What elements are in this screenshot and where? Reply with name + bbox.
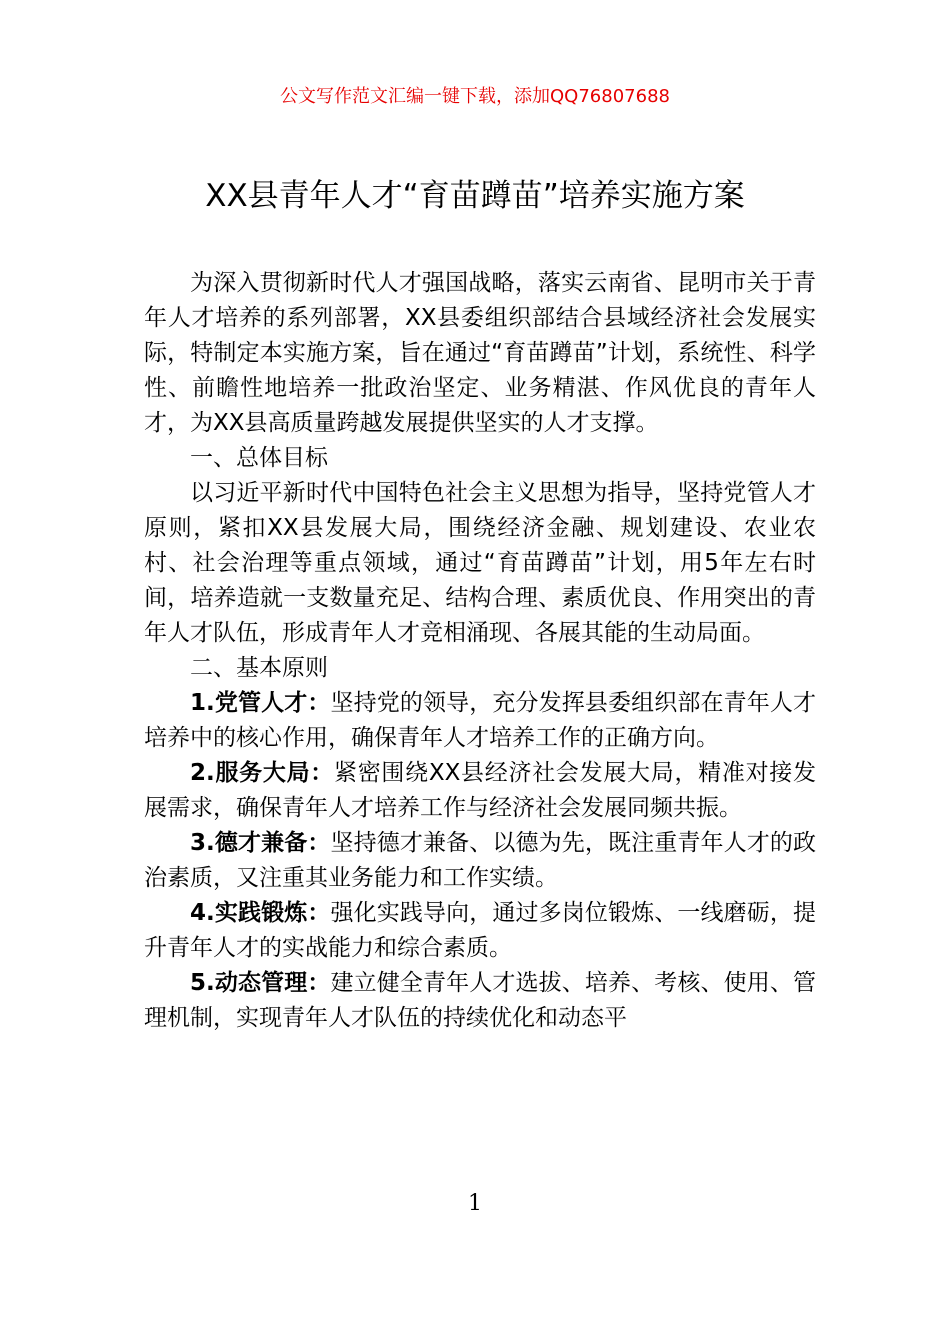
principle-item	[144, 966, 816, 1036]
principle-item	[144, 896, 816, 966]
goals-paragraph: 以习近平新时代中国特色社会主义思想为指导，坚持党管人才原则，紧扣XX县发展大局，围绕经济金融、规划建设、农业农村、社会治理等重点领域，通过“育苗蹲苗”计划，用5年左右时间，培养造就一支数量充足、结构合理、素质优良、作用突出的青年人才队伍，形成青年人才竞相涌现、各展其能的生动局面。	[144, 480, 816, 646]
principle-text: 坚持德才兼备、以德为先，既注重青年人才的政治素质，又注重其业务能力和工作实绩。	[144, 830, 816, 891]
principle-text: 建立健全青年人才选拔、培养、考核、使用、管理机制，实现青年人才队伍的持续优化和动态平	[144, 970, 816, 1031]
principle-text: 坚持党的领导，充分发挥县委组织部在青年人才培养中的核心作用，确保青年人才培养工作的正确方向。	[144, 690, 816, 751]
principle-text: 紧密围绕XX县经济社会发展大局，精准对接发展需求，确保青年人才培养工作与经济社会发展同频共振。	[144, 760, 816, 821]
intro-paragraph: 为深入贯彻新时代人才强国战略，落实云南省、昆明市关于青年人才培养的系列部署，XX县委组织部结合县域经济社会发展实际，特制定本实施方案，旨在通过“育苗蹲苗”计划，系统性、科学性、前瞻性地培养一批政治坚定、业务精湛、作风优良的青年人才，为XX县高质量跨越发展提供坚实的人才支撑。	[144, 270, 816, 436]
document-body	[144, 266, 816, 1036]
principle-item	[144, 826, 816, 896]
principle-lead: 4.实践锻炼：	[190, 900, 331, 926]
principle-item	[144, 756, 816, 826]
principle-lead: 1.党管人才：	[190, 690, 331, 716]
principle-lead: 5.动态管理：	[190, 970, 331, 996]
section-heading-principles: 二、基本原则	[190, 655, 328, 681]
page-number: 1	[468, 1191, 482, 1216]
principle-text: 强化实践导向，通过多岗位锻炼、一线磨砺，提升青年人才的实战能力和综合素质。	[144, 900, 816, 961]
principle-item	[144, 686, 816, 756]
document-title: XX县青年人才“育苗蹲苗”培养实施方案	[205, 178, 745, 214]
section-heading-goals: 一、总体目标	[190, 445, 328, 471]
principle-lead: 2.服务大局：	[190, 760, 334, 786]
download-banner: 公文写作范文汇编一键下载，添加QQ76807688	[280, 86, 670, 107]
principle-lead: 3.德才兼备：	[190, 830, 331, 856]
